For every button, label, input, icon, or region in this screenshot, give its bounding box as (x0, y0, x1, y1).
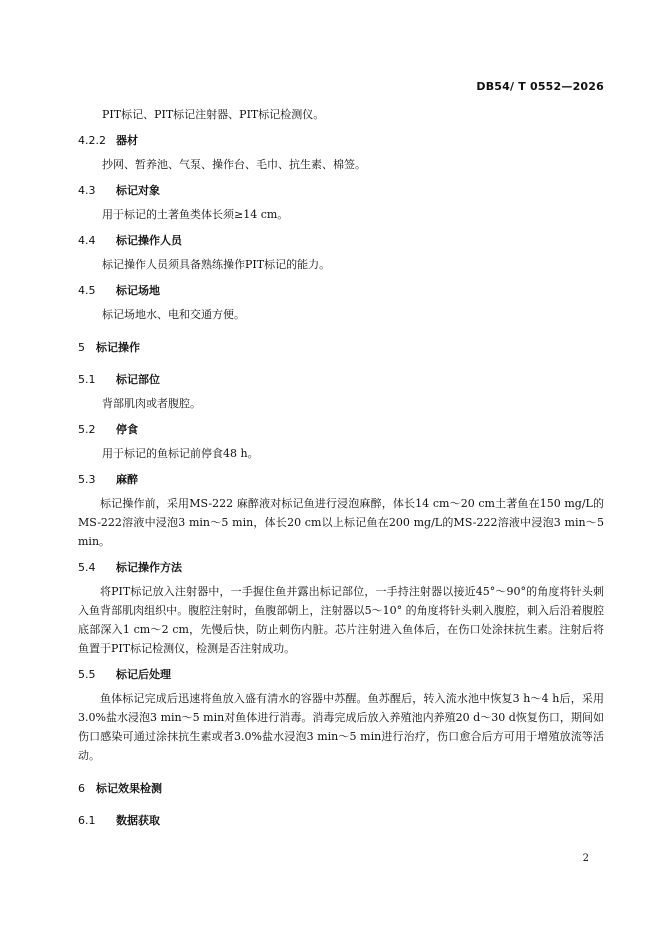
section-number: 5.4 (78, 561, 96, 574)
document-code: DB54/ T 0552—2026 (476, 80, 604, 93)
section-heading-4-5 (78, 282, 604, 298)
section-title: 标记后处理 (116, 668, 171, 681)
section-number: 6 (78, 782, 85, 795)
paragraph: 标记操作前，采用MS-222 麻醉液对标记鱼进行浸泡麻醉，体长14 cm～20 cm土著鱼在150 mg/L的MS-222溶液中浸泡3 min～5 min，体长20 cm以上标记鱼在200 mg/L的MS-222溶液中浸泡3 min～5 min。 (78, 497, 604, 548)
section-number: 4.3 (78, 184, 96, 197)
section-number: 6.1 (78, 814, 96, 827)
section-number: 4.4 (78, 234, 96, 247)
section-title: 标记操作 (96, 341, 140, 354)
section-title: 标记操作人员 (116, 234, 182, 247)
section-heading-5-5 (78, 666, 604, 682)
paragraph: 标记场地水、电和交通方便。 (102, 308, 245, 321)
section-number: 5 (78, 341, 85, 354)
paragraph: 用于标记的土著鱼类体长须≥14 cm。 (102, 208, 289, 221)
section-heading-4-4 (78, 232, 604, 248)
paragraph: 将PIT标记放入注射器中，一手握住鱼并露出标记部位，一手持注射器以接近45°～90°的角度将针头刺入鱼背部肌肉组织中。腹腔注射时，鱼腹部朝上，注射器以5～10° 的角度将针头刺入腹腔，刺入后沿着腹腔底部深入1 cm～2 cm，先慢后快，防止刺伤内脏。芯片注射进入鱼体后，在伤口处涂抹抗生素。注射后将鱼置于PIT标记检测仪，检测是否注射成功。 (78, 585, 604, 655)
section-title: 标记操作方法 (116, 561, 182, 574)
section-number: 5.3 (78, 473, 96, 486)
section-title: 标记部位 (116, 373, 160, 386)
page-number: 2 (582, 853, 589, 864)
section-heading-6-1 (78, 812, 604, 828)
section-heading-5-4 (78, 559, 604, 575)
section-title: 数据获取 (116, 814, 160, 827)
section-title: 器材 (116, 134, 138, 147)
section-title: 停食 (116, 423, 138, 436)
section-number: 4.2.2 (78, 134, 106, 147)
paragraph: 背部肌肉或者腹腔。 (102, 397, 201, 410)
section-title: 麻醉 (116, 473, 138, 486)
paragraph: 用于标记的鱼标记前停食48 h。 (102, 447, 259, 460)
section-number: 5.1 (78, 373, 96, 386)
section-heading-5 (78, 339, 604, 355)
section-title: 标记效果检测 (96, 782, 162, 795)
section-heading-4-3 (78, 182, 604, 198)
section-heading-5-3 (78, 471, 604, 487)
section-title: 标记对象 (116, 184, 160, 197)
paragraph: PIT标记、PIT标记注射器、PIT标记检测仪。 (102, 108, 325, 121)
section-title: 标记场地 (116, 284, 160, 297)
paragraph: 鱼体标记完成后迅速将鱼放入盛有清水的容器中苏醒。鱼苏醒后，转入流水池中恢复3 h～4 h后，采用 3.0%盐水浸泡3 min～5 min对鱼体进行消毒。消毒完成后放入养殖池内养殖20 d～30 d恢复伤口，期间如伤口感染可通过涂抹抗生素或者3.0%盐水浸泡3 min～5 min进行治疗，伤口愈合后方可用于增殖放流等活动。 (78, 692, 604, 762)
paragraph: 抄网、暂养池、气泵、操作台、毛巾、抗生素、棉签。 (102, 158, 366, 171)
document-body (78, 105, 604, 828)
section-number: 4.5 (78, 284, 96, 297)
section-heading-6 (78, 780, 604, 796)
section-number: 5.5 (78, 668, 96, 681)
section-heading-4-2-2 (78, 132, 604, 148)
section-heading-5-1 (78, 371, 604, 387)
section-heading-5-2 (78, 421, 604, 437)
paragraph: 标记操作人员须具备熟练操作PIT标记的能力。 (102, 258, 331, 271)
section-number: 5.2 (78, 423, 96, 436)
